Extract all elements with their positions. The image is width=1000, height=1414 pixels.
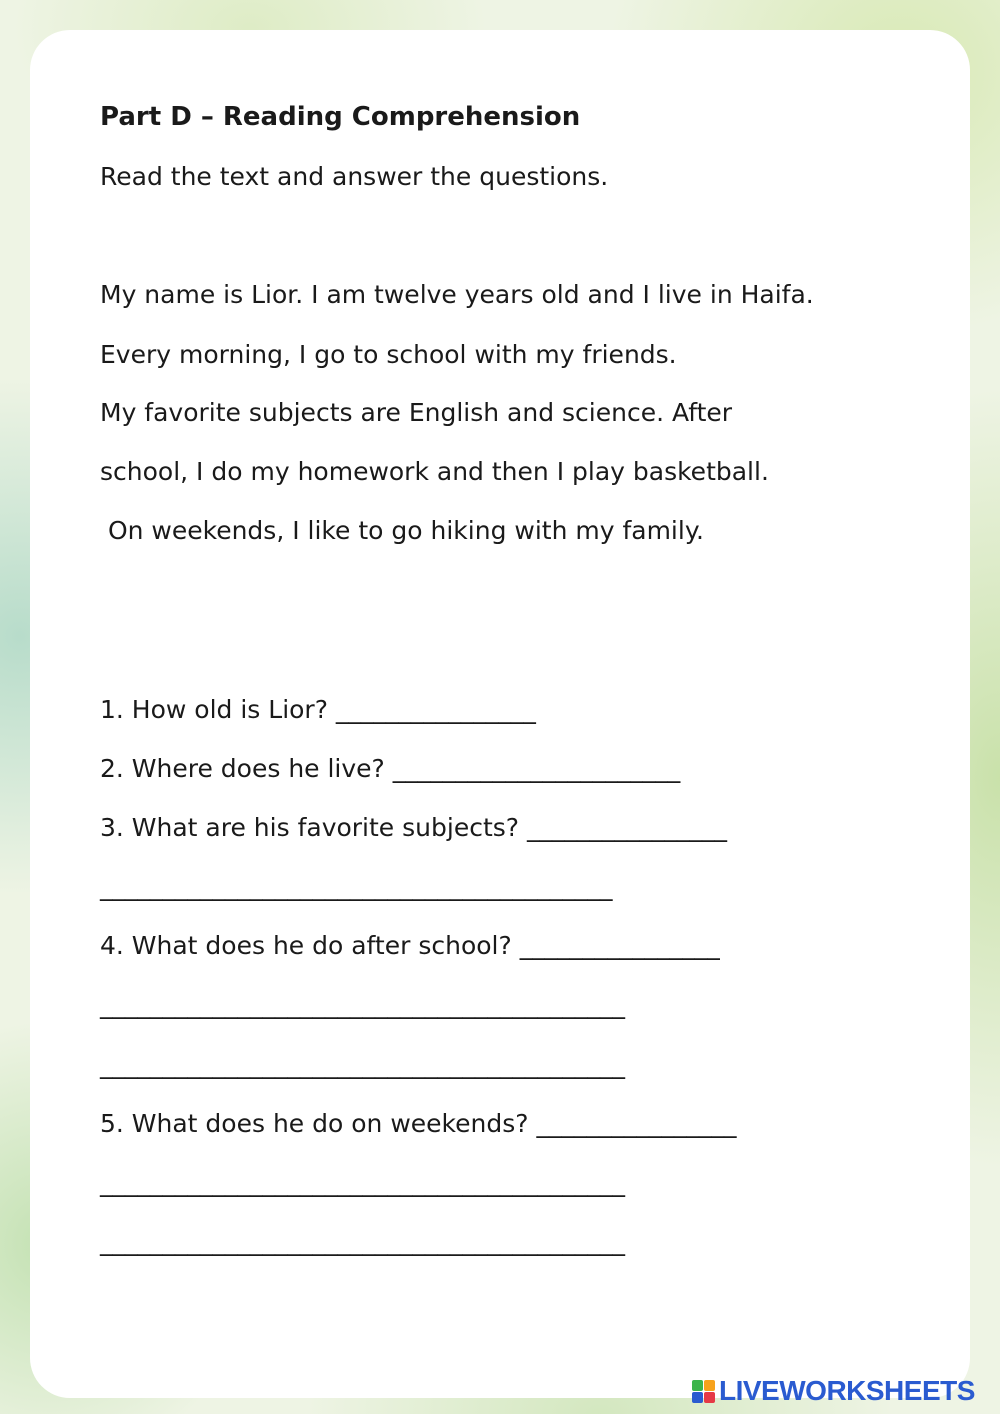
question-3[interactable]: 3. What are his favorite subjects? ________________ <box>100 813 727 842</box>
instruction-text: Read the text and answer the questions. <box>100 162 609 191</box>
question-4[interactable]: 4. What does he do after school? ________________ <box>100 931 720 960</box>
logo-square <box>692 1380 703 1391</box>
section-title: Part D – Reading Comprehension <box>100 102 581 132</box>
passage-line: school, I do my homework and then I play basketball. <box>100 457 769 486</box>
question-2[interactable]: 2. Where does he live? _______________________ <box>100 754 681 783</box>
question-5[interactable]: 5. What does he do on weekends? ________________ <box>100 1109 737 1138</box>
answer-line-5a[interactable]: __________________________________________ <box>100 1168 625 1197</box>
passage-line: My favorite subjects are English and science. After <box>100 398 733 427</box>
answer-line-4b[interactable]: __________________________________________ <box>100 1050 625 1079</box>
logo-square <box>704 1380 715 1391</box>
passage-line: Every morning, I go to school with my friends. <box>100 340 677 369</box>
logo-text: LIVEWORKSHEETS <box>719 1375 975 1406</box>
passage-line: My name is Lior. I am twelve years old and I live in Haifa. <box>100 280 814 309</box>
liveworksheets-logo <box>692 1376 975 1406</box>
logo-square <box>692 1392 703 1403</box>
answer-line-4a[interactable]: __________________________________________ <box>100 990 625 1019</box>
question-1[interactable]: 1. How old is Lior? ________________ <box>100 695 536 724</box>
answer-line-3[interactable]: _________________________________________ <box>100 872 613 901</box>
answer-line-5b[interactable]: __________________________________________ <box>100 1227 625 1256</box>
logo-square <box>704 1392 715 1403</box>
passage-line: On weekends, I like to go hiking with my family. <box>100 516 705 545</box>
logo-mark-icon <box>692 1380 715 1403</box>
